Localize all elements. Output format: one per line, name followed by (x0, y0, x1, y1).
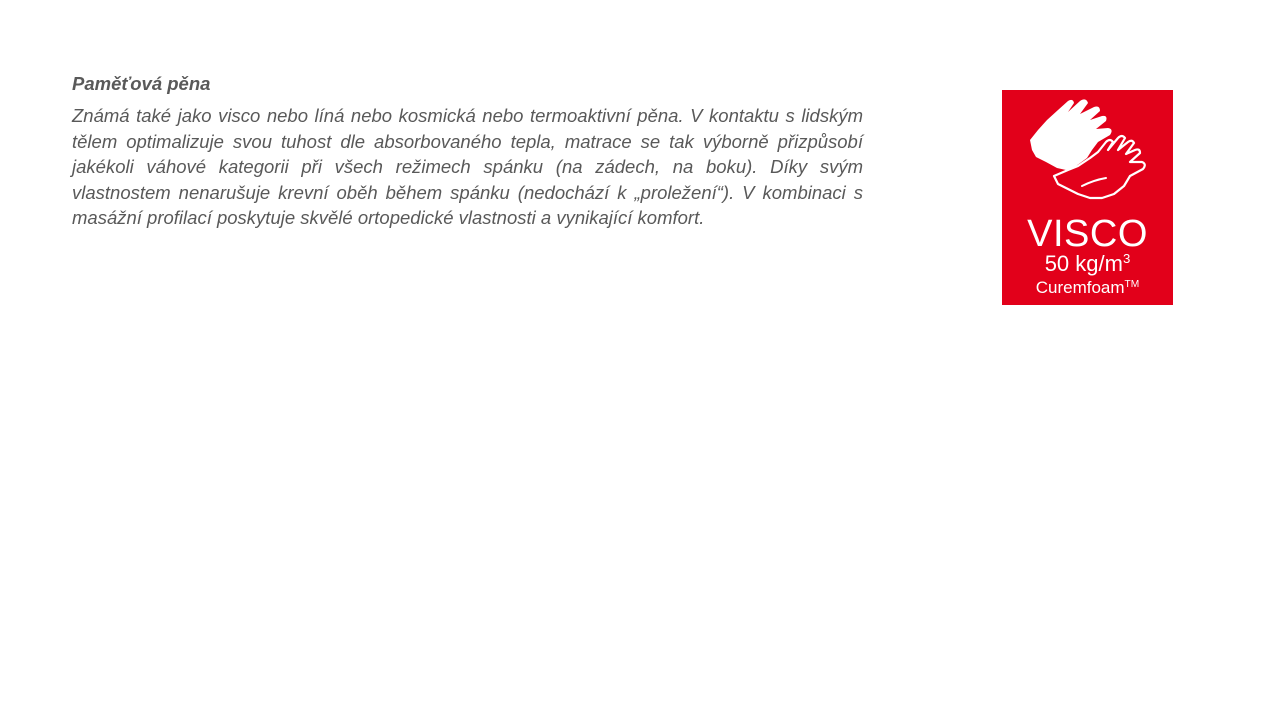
outline-hand-crease (1082, 178, 1106, 186)
brand-name: Curemfoam (1035, 278, 1125, 297)
text-block (72, 71, 863, 231)
logo-title: VISCO (1027, 213, 1148, 255)
trademark-mark: TM (1124, 278, 1140, 290)
visco-logo (1002, 90, 1173, 305)
solid-hand-shape (1030, 99, 1112, 170)
logo-density (1002, 252, 1173, 276)
density-value: 50 kg/m (1044, 251, 1123, 276)
description-paragraph: Známá také jako visco nebo líná nebo kosmická nebo termoaktivní pěna. V kontaktu s lidským tělem optimalizuje svou tuhost dle absorbovaného tepla, matrace se tak výborně přizpůsobí jakékoli váhové kategorii při všech režimech spánku (na zádech, na boku). Díky svým vlastnostem nenarušuje krevní oběh během spánku (nedochází k „proležení“). V kombinaci s masážní profilací poskytuje skvělé ortopedické vlastnosti a vynikající komfort. (72, 105, 863, 228)
logo-brand (1002, 278, 1173, 298)
density-exponent: 3 (1122, 251, 1131, 267)
section-heading: Paměťová pěna (72, 73, 211, 94)
